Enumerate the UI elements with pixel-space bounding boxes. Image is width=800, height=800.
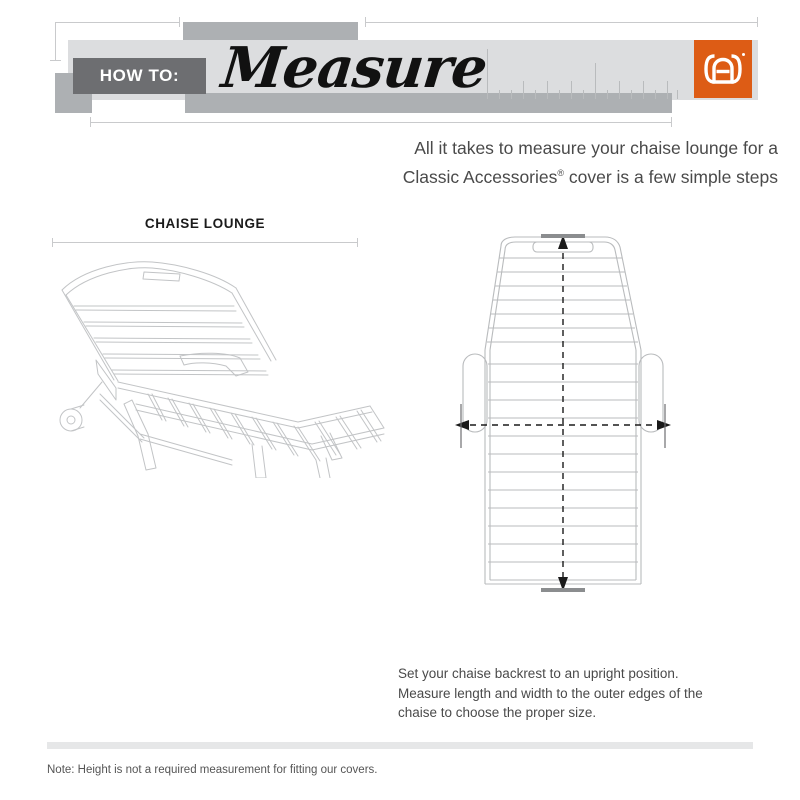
- chaise-lounge-label: CHAISE LOUNGE: [144, 216, 266, 231]
- page-title: Measure: [218, 35, 490, 101]
- header-bracket-top-left-line: [55, 22, 180, 23]
- header: [0, 0, 800, 130]
- header-bracket-top-right-cap-left: [365, 17, 366, 27]
- chaise-lounge-perspective-drawing-icon: [40, 248, 390, 478]
- subtitle: [300, 136, 778, 190]
- instruction-line-3: chaise to choose the proper size.: [398, 705, 597, 720]
- header-bracket-bottom-cap-right: [671, 117, 672, 127]
- header-title-wrap: [218, 28, 492, 108]
- header-bracket-left-vertical: [55, 22, 56, 60]
- instructions: [398, 664, 778, 723]
- subtitle-line-2-rest: cover is a few simple steps: [564, 166, 778, 187]
- header-bracket-left-cap: [50, 60, 61, 61]
- header-bracket-bottom-cap-left: [90, 117, 91, 127]
- subtitle-line-1: All it takes to measure your chaise lounge for a: [414, 138, 778, 158]
- how-to-eyebrow-badge: [73, 58, 206, 94]
- footer-divider: [47, 742, 753, 749]
- header-bracket-top-right-line: [365, 22, 758, 23]
- how-to-eyebrow-text: HOW TO:: [99, 66, 180, 85]
- footer-note: Note: Height is not a required measurement for fitting our covers.: [47, 764, 378, 776]
- instruction-line-1: Set your chaise backrest to an upright position.: [398, 666, 679, 681]
- classic-accessories-monogram-icon: [694, 40, 752, 98]
- header-bracket-top-left-cap: [179, 17, 180, 27]
- chaise-lounge-top-view-drawing-icon: [455, 232, 695, 622]
- subtitle-brand: Classic Accessories: [402, 166, 558, 187]
- registered-mark: ®: [557, 168, 565, 178]
- ruler-ticks-icon: [487, 41, 682, 99]
- subtitle-line-2: [300, 161, 778, 190]
- header-bracket-top-right-cap-right: [757, 17, 758, 27]
- instruction-line-2: Measure length and width to the outer edges of the: [398, 685, 703, 701]
- header-bracket-bottom-line: [90, 122, 672, 123]
- horizontal-dimension-line-icon: [52, 238, 358, 247]
